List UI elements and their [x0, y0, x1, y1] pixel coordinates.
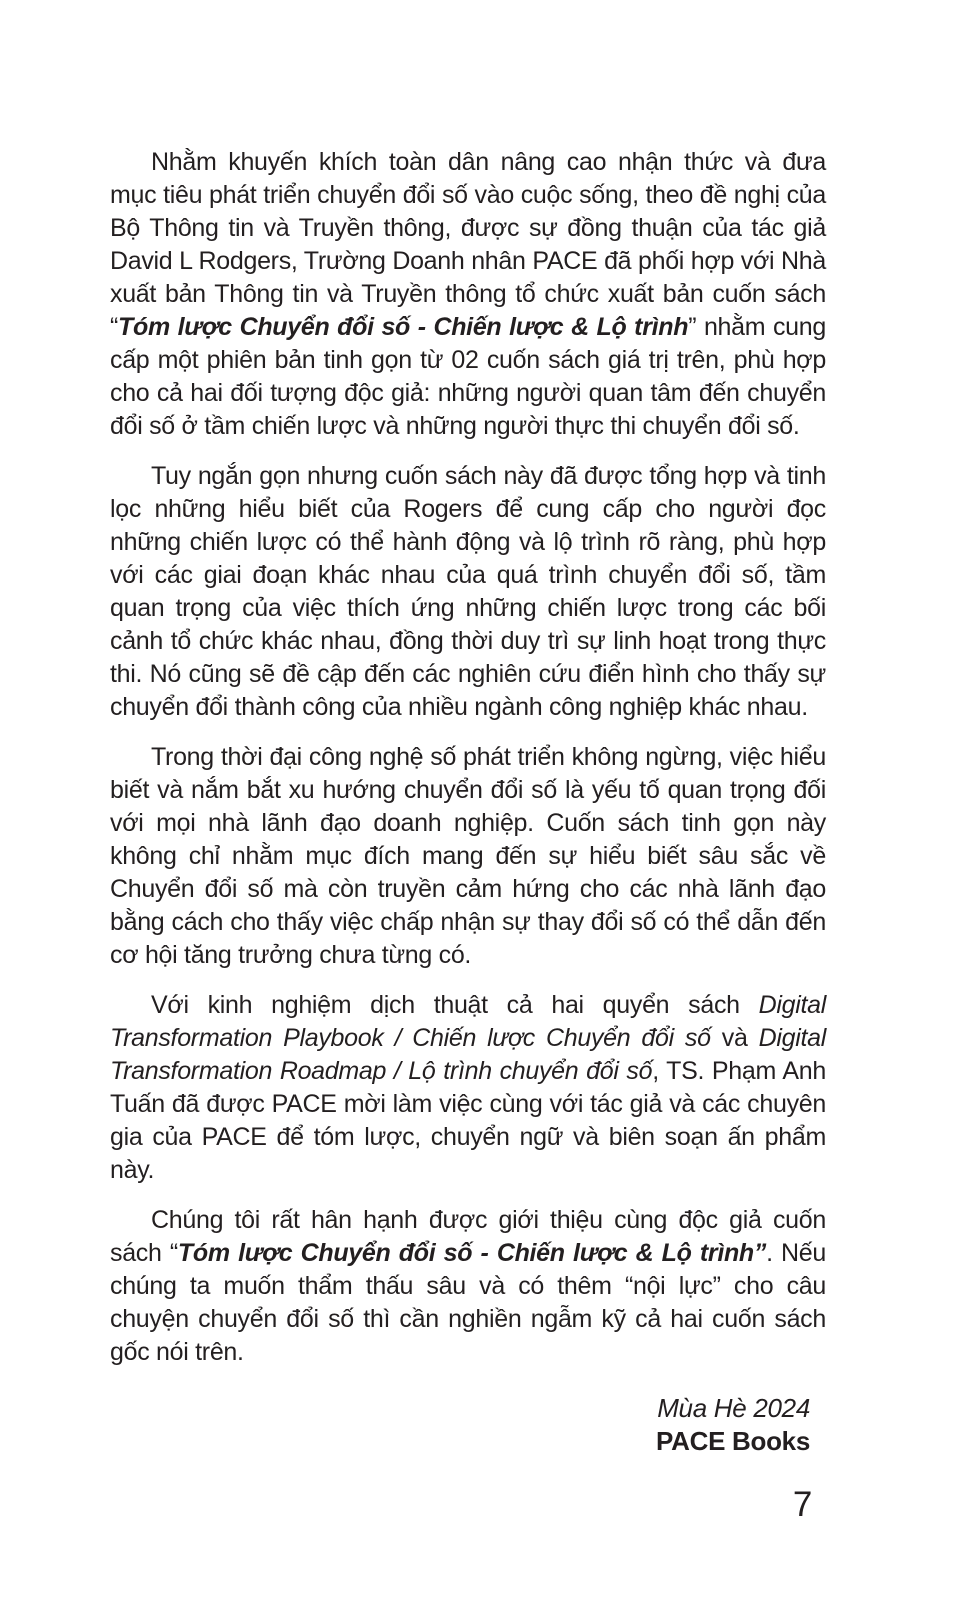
book-title-text: Tóm lược Chuyển đổi số - Chiến lược & Lộ trình [118, 313, 689, 341]
text-segment: và [710, 1024, 759, 1052]
book-name-playbook: Digital Transformation Playbook / Chiến lược Chuyển đổi số [110, 991, 826, 1052]
book-title-text: Tóm lược Chuyển đổi số - Chiến lược & Lộ trình” [177, 1239, 767, 1267]
paragraph-2 [110, 460, 826, 724]
paragraph-5 [110, 1204, 826, 1369]
book-name-roadmap: Digital Transformation Roadmap / Lộ trình chuyển đổi số [110, 1024, 826, 1085]
body-text [110, 146, 826, 1386]
text-segment: . Nếu chúng ta muốn thẩm thấu sâu và có thêm “nội lực” cho câu chuyện chuyển đổi số thì cần nghiền ngẫm kỹ cả hai cuốn sách gốc nói trên. [110, 1239, 826, 1366]
page-number: 7 [792, 1485, 812, 1524]
signature-date: Mùa Hè 2024 [657, 1393, 810, 1423]
signature-block [656, 1392, 810, 1458]
paragraph-1 [110, 146, 826, 443]
paragraph-3 [110, 741, 826, 972]
paragraph-4 [110, 989, 826, 1187]
signature-publisher: PACE Books [656, 1426, 810, 1456]
text-segment: Tuy ngắn gọn nhưng cuốn sách này đã được tổng hợp và tinh lọc những hiểu biết của Rogers để cung cấp cho người đọc những chiến lược có thể hành động và lộ trình rõ ràng, phù hợp với các giai đoạn khác nhau của quá trình chuyển đổi số, tầm quan trọng của việc thích ứng những chiến lược trong các bối cảnh tổ chức khác nhau, đồng thời duy trì sự linh hoạt trong thực thi. Nó cũng sẽ đề cập đến các nghiên cứu điển hình cho thấy sự chuyển đổi thành công của nhiều ngành công nghiệp khác nhau. [110, 462, 826, 721]
text-segment: , TS. Phạm Anh Tuấn đã được PACE mời làm việc cùng với tác giả và các chuyên gia của PACE để tóm lược, chuyển ngữ và biên soạn ấn phẩm này. [110, 1057, 827, 1184]
text-segment: Trong thời đại công nghệ số phát triển không ngừng, việc hiểu biết và nắm bắt xu hướng chuyển đổi số là yếu tố quan trọng đối với mọi nhà lãnh đạo doanh nghiệp. Cuốn sách tinh gọn này không chỉ nhằm mục đích mang đến sự hiểu biết sâu sắc về Chuyển đổi số mà còn truyền cảm hứng cho các nhà lãnh đạo bằng cách cho thấy việc chấp nhận sự thay đổi số có thể dẫn đến cơ hội tăng trưởng chưa từng có. [110, 743, 826, 969]
text-segment: ” nhằm cung cấp một phiên bản tinh gọn từ 02 cuốn sách giá trị trên, phù hợp cho cả hai đối tượng độc giả: những người quan tâm đến chuyển đổi số ở tầm chiến lược và những người thực thi chuyển đổi số. [110, 313, 826, 440]
text-segment: Với kinh nghiệm dịch thuật cả hai quyển sách [151, 991, 759, 1019]
text-segment: Nhằm khuyến khích toàn dân nâng cao nhận thức và đưa mục tiêu phát triển chuyển đổi số vào cuộc sống, theo đề nghị của Bộ Thông tin và Truyền thông, được sự đồng thuận của tác giả David L Rodgers, Trường Doanh nhân PACE đã phối hợp với Nhà xuất bản Thông tin và Truyền thông tổ chức xuất bản cuốn sách “ [110, 148, 826, 341]
text-segment: Chúng tôi rất hân hạnh được giới thiệu cùng độc giả cuốn sách “ [110, 1206, 826, 1267]
